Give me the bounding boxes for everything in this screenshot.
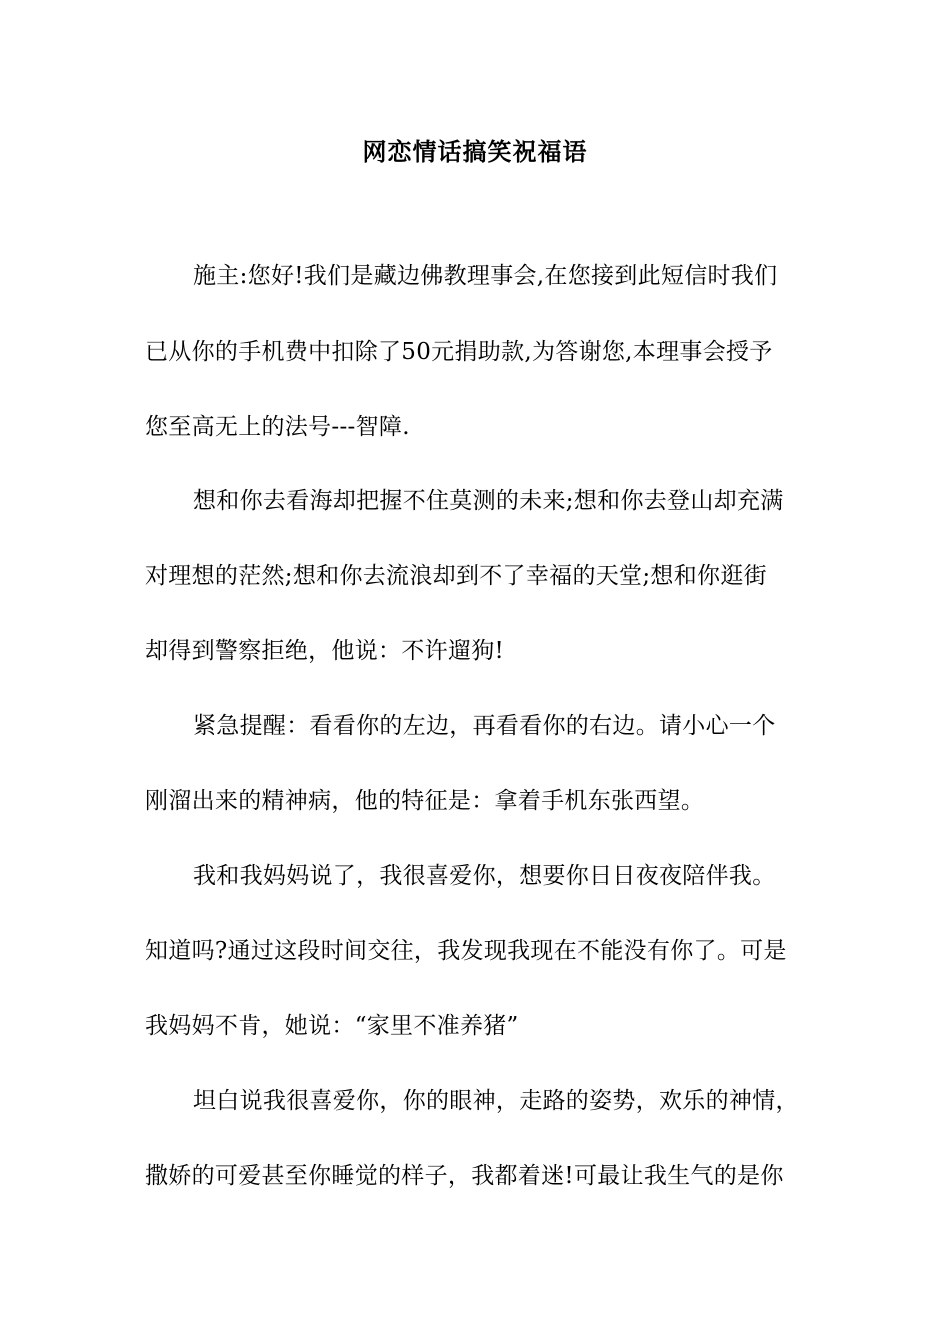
paragraph-4-line-2: 知道吗?通过这段时间交往，我发现我现在不能没有你了。可是 — [145, 938, 787, 964]
document-title: 网恋情话搞笑祝福语 — [362, 137, 588, 166]
paragraph-5-line-1: 坦白说我很喜爱你，你的眼神，走路的姿势，欢乐的神情， — [193, 1088, 799, 1114]
paragraph-1-line-2: 已从你的手机费中扣除了50元捐助款,为答谢您,本理事会授予 — [145, 339, 773, 365]
paragraph-2-line-3: 却得到警察拒绝，他说：不许遛狗! — [145, 638, 505, 664]
paragraph-2-line-1: 想和你去看海却把握不住莫测的未来;想和你去登山却充满 — [193, 488, 784, 514]
paragraph-4-line-3: 我妈妈不肯，她说：“家里不准养猪” — [145, 1013, 519, 1039]
paragraph-5-line-2: 撒娇的可爱甚至你睡觉的样子，我都着迷!可最让我生气的是你 — [145, 1163, 784, 1189]
paragraph-4-line-1: 我和我妈妈说了，我很喜爱你，想要你日日夜夜陪伴我。 — [193, 863, 776, 889]
paragraph-2-line-2: 对理想的茫然;想和你去流浪却到不了幸福的天堂;想和你逛街 — [145, 563, 767, 589]
paragraph-3-line-1: 紧急提醒：看看你的左边，再看看你的右边。请小心一个 — [193, 713, 776, 739]
paragraph-3-line-2: 刚溜出来的精神病，他的特征是：拿着手机东张西望。 — [145, 788, 705, 814]
paragraph-1-line-1: 施主:您好!我们是藏边佛教理事会,在您接到此短信时我们 — [193, 263, 778, 289]
paragraph-1-line-3: 您至高无上的法号---智障. — [145, 414, 410, 440]
